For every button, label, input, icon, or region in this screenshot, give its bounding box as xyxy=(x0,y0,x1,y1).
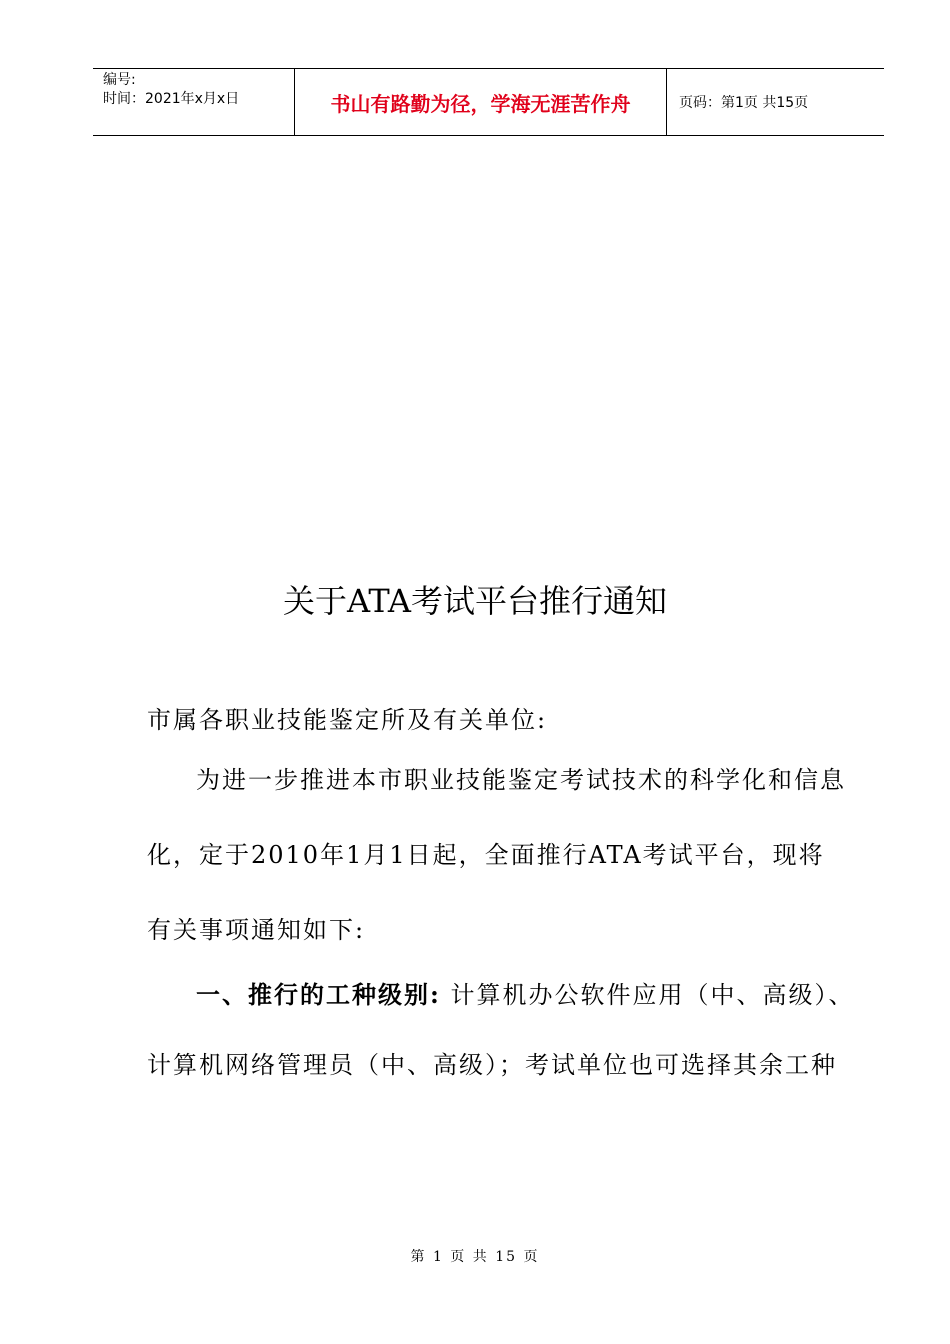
body-line-2: 化，定于2010年1月1日起，全面推行ATA考试平台，现将 xyxy=(147,841,825,869)
section-1-heading: 一、推行的工种级别: xyxy=(196,980,441,1009)
section-1-text-b: 计算机网络管理员（中、高级）；考试单位也可选择其余工种 xyxy=(147,1051,837,1079)
salutation: 市属各职业技能鉴定所及有关单位: xyxy=(147,706,548,734)
page-footer: 第 1 页 共 15 页 xyxy=(410,1249,540,1265)
header-motto: 书山有路勤为径，学海无涯苦作舟 xyxy=(295,69,667,135)
time-label: 时间：2021年x月x日 xyxy=(103,91,240,107)
section-1-line xyxy=(196,975,855,1010)
page-header xyxy=(93,68,884,136)
body-line-1: 为进一步推进本市职业技能鉴定考试技术的科学化和信息 xyxy=(196,766,846,794)
number-label: 编号: xyxy=(103,72,136,88)
body-line-3: 有关事项通知如下: xyxy=(147,916,366,944)
section-1-text-a: 计算机办公软件应用（中、高级）、 xyxy=(440,981,855,1009)
header-meta xyxy=(93,69,295,135)
header-page-info: 页码：第1页 共15页 xyxy=(679,95,809,111)
document-title: 关于ATA考试平台推行通知 xyxy=(282,582,668,620)
